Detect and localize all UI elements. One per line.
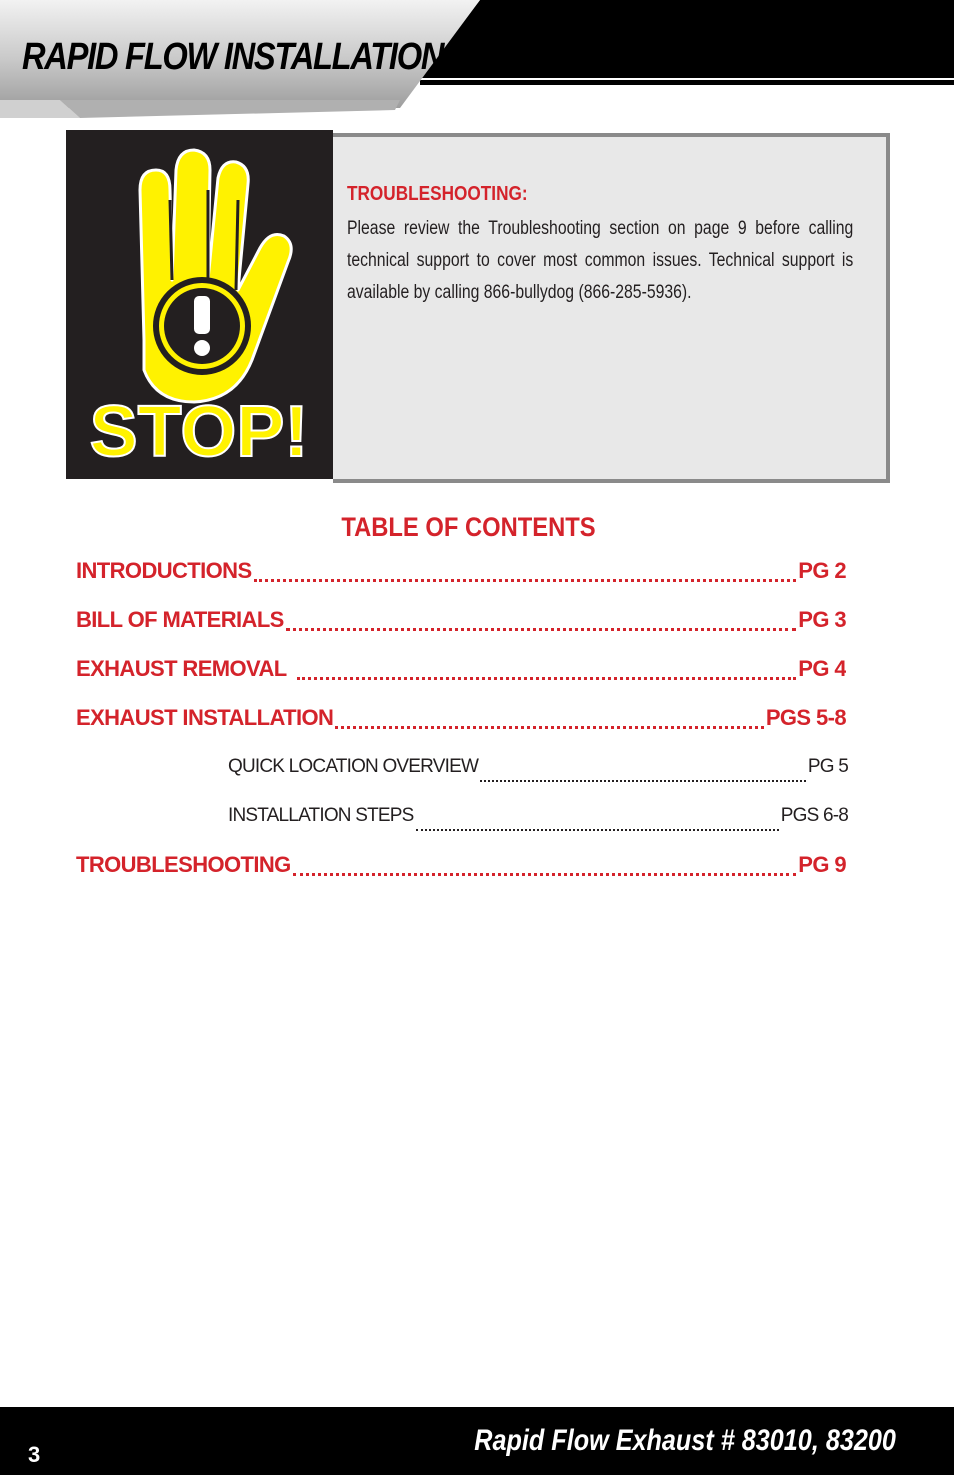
troubleshooting-notice <box>66 130 890 479</box>
toc-leader <box>480 780 806 782</box>
toc-entry-label: QUICK LOCATION OVERVIEW <box>228 756 479 777</box>
toc-entry-label: INSTALLATION STEPS <box>228 805 414 826</box>
toc-entry-label: BILL OF MATERIALS <box>76 607 284 632</box>
toc-entry-label: TROUBLESHOOTING <box>76 852 291 877</box>
toc-entry-label: EXHAUST INSTALLATION <box>76 705 334 730</box>
toc-entry-page: PGS 5-8 <box>765 705 846 730</box>
stop-panel <box>66 130 333 479</box>
toc-entry-page: PG 3 <box>798 607 846 632</box>
page-header <box>0 0 954 120</box>
toc-entry[interactable] <box>76 852 846 884</box>
toc-leader <box>293 873 797 876</box>
toc-entry[interactable] <box>76 607 846 639</box>
toc-leader <box>297 677 797 680</box>
toc-entry[interactable] <box>76 558 846 590</box>
stop-hand-icon <box>66 130 333 479</box>
toc-entry-page: PG 2 <box>798 558 846 583</box>
page-title: RAPID FLOW INSTALLATION <box>22 36 444 78</box>
toc-subentry[interactable] <box>228 756 848 788</box>
info-panel <box>333 133 890 483</box>
toc-leader <box>254 579 797 582</box>
stop-label: STOP! <box>89 392 309 472</box>
toc-leader <box>416 829 779 831</box>
toc-subentry[interactable] <box>228 805 848 837</box>
notice-body: Please review the Troubleshooting section on page 9 before calling technical support to cover most common issues. Technical support is available by calling 866-bullydog (866-285-5936). <box>347 218 854 303</box>
toc-entry[interactable] <box>76 705 846 737</box>
toc-entry-page: PGS 6-8 <box>780 805 848 826</box>
footer-rule <box>0 1407 954 1415</box>
toc-leader <box>286 628 797 631</box>
page-number: 3 <box>28 1442 41 1467</box>
toc-entry-label: EXHAUST REMOVAL <box>76 656 287 681</box>
footer-product-title: Rapid Flow Exhaust # 83010, 83200 <box>474 1424 896 1457</box>
toc-entry-label: INTRODUCTIONS <box>76 558 252 583</box>
toc-leader <box>335 726 764 729</box>
toc-heading: TABLE OF CONTENTS <box>340 512 596 542</box>
toc-entry-page: PG 4 <box>798 656 846 681</box>
toc-entry-page: PG 5 <box>807 756 848 777</box>
toc-entry[interactable] <box>76 656 846 688</box>
toc-entry-page: PG 9 <box>798 852 846 877</box>
notice-title: TROUBLESHOOTING: <box>347 183 528 205</box>
